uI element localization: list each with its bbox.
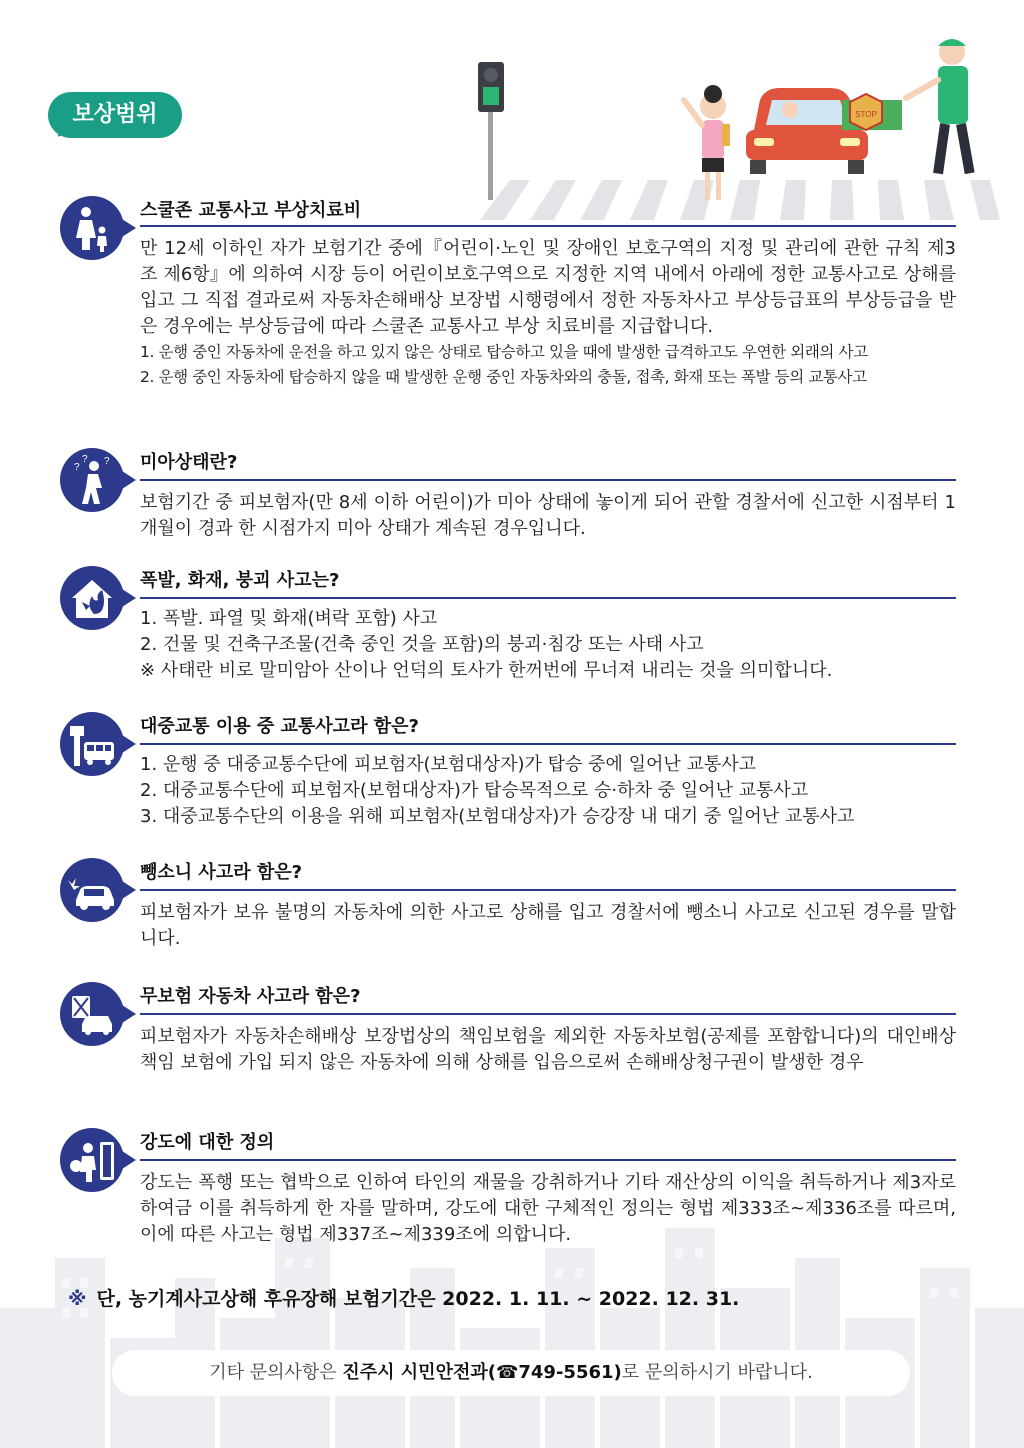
section-divider (140, 479, 956, 481)
section-uninsured-car (56, 982, 956, 1112)
section-paragraph: 피보험자가 보유 불명의 자동차에 의한 사고로 상해를 입고 경찰서에 뺑소니 사고로 신고된 경우를 말합니다. (140, 902, 956, 949)
section-title: 대중교통 이용 중 교통사고라 함은? (140, 716, 419, 737)
crossing-guard-figure (906, 39, 975, 174)
list-item: 2. 대중교통수단에 피보험자(보험대상자)가 탑승목적으로 승·하차 중 일어난 교통사고 (140, 780, 809, 801)
section-pointer (122, 471, 136, 489)
house-fire-icon (60, 566, 124, 630)
list-item: ※ 사태란 비로 말미암아 산이나 언덕의 토사가 한꺼번에 무너져 내리는 것을 의미합니다. (140, 660, 833, 681)
section-public-transit (56, 712, 956, 842)
section-paragraph: 강도는 폭행 또는 협박으로 인하여 타인의 재물을 강취하거나 기타 재산상의 이익을 취득하거나 제3자로 하여금 이를 취득하게 한 자를 말하며, 강도에 대한 구체적인 정의는 형법 제333조~제336조를 따르며, 이에 따른 사고는 형법 제337조~제339조에 의합니다. (140, 1172, 956, 1245)
section-badge: 보상범위 (48, 92, 182, 138)
section-title: 폭발, 화재, 붕괴 사고는? (140, 570, 340, 591)
girl-figure (684, 85, 730, 200)
note-text: 단, 농기계사고상해 후유장해 보험기간은 2022. 1. 11. ~ 2022. 12. 31. (96, 1288, 740, 1310)
section-body (140, 236, 956, 390)
section-pointer (122, 735, 136, 753)
section-lost-child (56, 448, 956, 548)
section-paragraph: 만 12세 이하인 자가 보험기간 중에『어린이·노인 및 장애인 보호구역의 지정 및 관리에 관한 규칙 제3조 제6항』에 의하여 시장 등이 어린이보호구역으로 지정한 지역 내에서 아래에 정한 교통사고로 상해를 입고 그 직접 결과로써 자동차손해배상 보장법 시행령에서 정한 자동차사고 부상등급표의 부상등급을 받은 경우에는 부상등급에 따라 스쿨존 교통사고 부상 치료비를 지급합니다. (140, 238, 956, 337)
section-body (140, 1024, 956, 1076)
section-pointer (122, 589, 136, 607)
section-body (140, 490, 956, 542)
section-divider (140, 225, 956, 227)
svg-text:?: ? (104, 456, 110, 467)
reference-mark: ※ (68, 1288, 87, 1310)
list-item: 2. 운행 중인 자동차에 탑승하지 않을 때 발생한 운행 중인 자동차와의 충돌, 접촉, 화재 또는 폭발 등의 교통사고 (140, 368, 867, 386)
stop-sign-icon (842, 94, 902, 130)
svg-text:?: ? (82, 454, 88, 465)
section-explosion-fire (56, 566, 956, 696)
section-divider (140, 743, 956, 745)
bus-icon (60, 712, 124, 776)
contact-department: 진주시 시민안전과(☎749-5561) (342, 1362, 622, 1383)
mother-child-icon (60, 196, 124, 260)
section-robbery (56, 1128, 956, 1258)
section-body (140, 1170, 956, 1248)
section-title: 강도에 대한 정의 (140, 1132, 275, 1153)
section-divider (140, 1013, 956, 1015)
traffic-light-icon (478, 62, 504, 200)
lost-child-icon (60, 448, 124, 512)
section-title: 뺑소니 사고라 함은? (140, 862, 303, 883)
section-paragraph: 보험기간 중 피보험자(만 8세 이하 어린이)가 미아 상태에 놓이게 되어 관할 경찰서에 신고한 시점부터 1개월이 경과 한 시점가지 미아 상태가 계속된 경우입니다. (140, 492, 956, 539)
list-item: 1. 폭발. 파열 및 화재(벼락 포함) 사고 (140, 608, 438, 629)
uninsured-car-icon (60, 982, 124, 1046)
section-pointer (122, 219, 136, 237)
section-title: 스쿨존 교통사고 부상치료비 (140, 200, 362, 221)
contact-footer (112, 1350, 910, 1396)
section-hit-and-run (56, 858, 956, 958)
robber-icon (60, 1128, 124, 1192)
section-body (140, 900, 956, 952)
crashed-car-icon (60, 858, 124, 922)
section-body (140, 752, 956, 830)
section-pointer (122, 881, 136, 899)
list-item: 1. 운행 중인 자동차에 운전을 하고 있지 않은 상태로 탑승하고 있을 때에 발생한 급격하고도 우연한 외래의 사고 (140, 343, 868, 361)
svg-text:?: ? (74, 462, 80, 473)
list-item: 2. 건물 및 건축구조물(건축 중인 것을 포함)의 붕괴·침강 또는 사태 사고 (140, 634, 704, 655)
section-title: 미아상태란? (140, 452, 238, 473)
section-divider (140, 597, 956, 599)
section-paragraph: 피보험자가 자동차손해배상 보장법상의 책임보험을 제외한 자동차보험(공제를 포함합니다)의 대인배상 책임 보험에 가입 되지 않은 자동차에 의해 상해를 입음으로써 손해배상청구권이 발생한 경우 (140, 1026, 956, 1073)
footer-suffix: 로 문의하시기 바랍니다. (621, 1362, 813, 1383)
section-divider (140, 889, 956, 891)
section-body (140, 606, 956, 684)
section-title: 무보험 자동차 사고라 함은? (140, 986, 361, 1007)
list-item: 1. 운행 중 대중교통수단에 피보험자(보험대상자)가 탑승 중에 일어난 교통사고 (140, 754, 757, 775)
footer-prefix: 기타 문의사항은 (209, 1362, 343, 1383)
section-pointer (122, 1151, 136, 1169)
section-divider (140, 1159, 956, 1161)
section-pointer (122, 1005, 136, 1023)
insurance-period-note (68, 1284, 739, 1311)
list-item: 3. 대중교통수단의 이용을 위해 피보험자(보험대상자)가 승강장 내 대기 중 일어난 교통사고 (140, 806, 855, 827)
school-zone-illustration (470, 30, 1000, 220)
stop-sign-label: STOP (855, 110, 877, 119)
section-school-zone (56, 196, 956, 426)
